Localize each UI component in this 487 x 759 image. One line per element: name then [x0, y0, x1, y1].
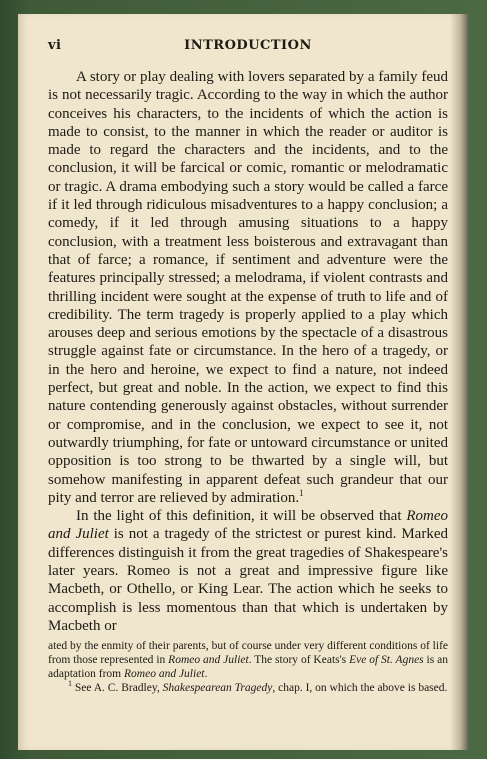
footnote-text: ated by the enmity of their parents, but of course under very different conditions of life from those represented in	[48, 640, 448, 667]
paragraph-1-text: A story or play dealing with lovers separated by a family feud is not necessarily tragic. According to the way in which the author conceives his characters, to the incidents of which the action is made to consist, to the manner in which the reader or auditor is made to regard the characters and the incidents, and to the conclusion, it will be farcical or comic, romantic or melodramatic or tragic. A drama embodying such a story would be called a farce if it led through ridiculous misadventures to a happy conclusion; a comedy, if it led through amusing situations to a happy conclusion, with a treatment less boisterous and extravagant than that of farce; a romance, if sentiment and adventure were the features principally stressed; a melodrama, if violent contrasts and thrilling incident were sought at the expense of truth to life and of credibility. The term tragedy is properly applied to a play which arouses deep and serious emotions by the spectacle of a disastrous struggle against fate or circumstance. In the hero of a tragedy, or in the hero and heroine, we expect to find a nature, not indeed perfect, but great and noble. In the action, we expect to find this nature contending generously against obstacles, without surrender or compromise, and in the conclusion, we expect to see it, not outwardly triumphing, for fate or untoward circumstance or united opposition is too strong to be thwarted by a single will, but somehow manifesting in apparent defeat such grandeur that our pity and terror are relieved by admiration.	[48, 69, 448, 506]
page-number: vi	[48, 38, 62, 53]
paragraph-2-text: is not a tragedy of the strictest or purest kind. Marked differences distinguish it from the great tragedies of Shakespeare's later years. Romeo is not a great and impressive figure like Macbeth, or Othello, or King Lear. The action which he seeks to accomplish is less momentous than that which is undertaken by Macbeth or	[48, 526, 448, 634]
footnote-text: See A. C. Bradley,	[72, 682, 163, 695]
paragraph-2	[48, 507, 448, 635]
footnote-text: .	[204, 668, 208, 681]
footnote-italic-title: Shakespearean Tragedy	[162, 682, 273, 695]
footnote-italic-title: Romeo and Juliet	[168, 654, 249, 667]
running-title: INTRODUCTION	[184, 38, 312, 53]
footnote-italic-title: Romeo and Juliet	[124, 668, 205, 681]
page-content	[48, 38, 448, 695]
footnote-mark: 1	[68, 679, 72, 689]
footnote-continued	[48, 639, 448, 681]
footnote-text: , chap. I, on which the above is based.	[272, 682, 448, 695]
paragraph-1	[48, 68, 448, 507]
footnotes	[48, 639, 448, 695]
footnote-text: is an adaptation from	[48, 654, 448, 681]
running-head	[48, 38, 448, 60]
paragraph-2-intro: In the light of this definition, it will be observed that	[76, 508, 407, 525]
footnote-italic-title: Eve of St. Agnes	[349, 654, 424, 667]
book-page	[18, 14, 468, 750]
footnote-text: . The story of Keats's	[248, 654, 350, 667]
footnote-reference-1: 1	[299, 487, 304, 498]
body-text	[48, 68, 448, 635]
play-title-italic: Romeo and Juliet	[48, 508, 448, 543]
footnote-1	[48, 681, 448, 695]
page-gutter-shadow	[450, 14, 468, 750]
